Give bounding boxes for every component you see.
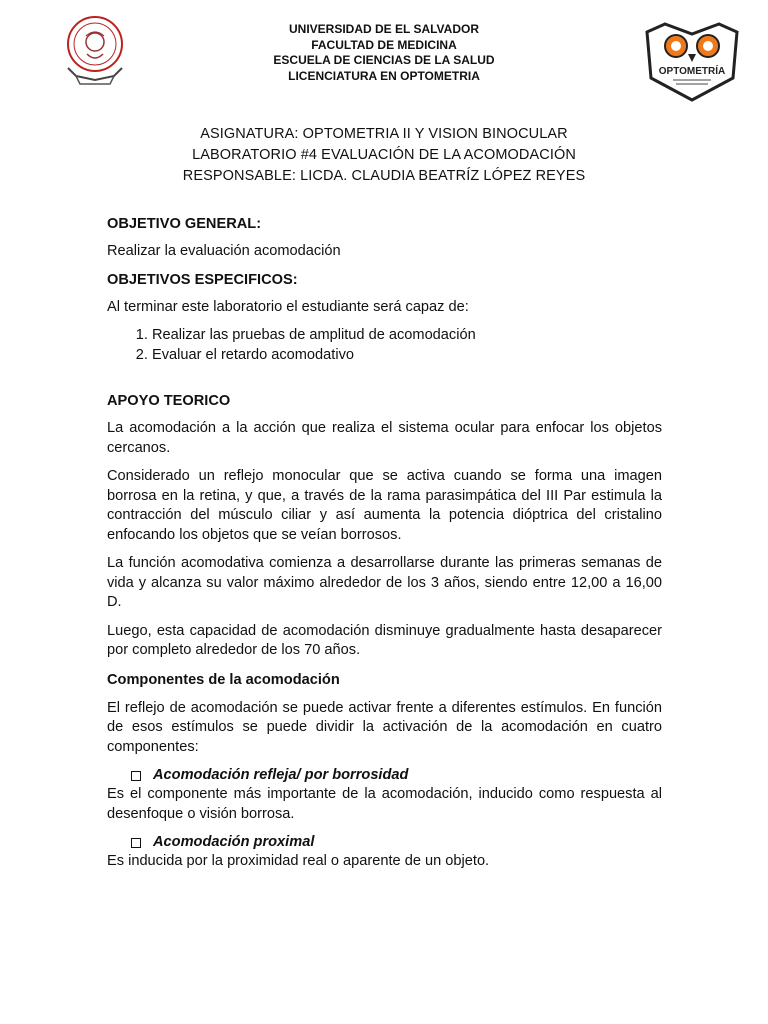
objetivo-general-heading: OBJETIVO GENERAL: [107,216,262,232]
institution-line: LICENCIATURA EN OPTOMETRIA [288,68,480,83]
objetivos-especificos-intro: Al terminar este laboratorio el estudiante será capaz de: [107,298,469,315]
university-seal-logo [62,14,128,88]
component-item-title [131,766,662,785]
course-subject: ASIGNATURA: OPTOMETRIA II Y VISION BINOCULAR [200,126,568,142]
apoyo-teorico-heading: APOYO TEORICO [107,393,231,409]
component-text: Es inducida por la proximidad real o aparente de un objeto. [107,853,490,869]
course-responsible: RESPONSABLE: LICDA. CLAUDIA BEATRÍZ LÓPEZ REYES [182,168,586,184]
objetivos-especificos-heading: OBJETIVOS ESPECIFICOS: [107,271,298,288]
checkbox-bullet-icon [131,771,141,781]
institution-line: UNIVERSIDAD DE EL SALVADOR [288,22,480,36]
course-info [120,124,648,187]
paragraph: Luego, esta capacidad de acomodación disminuye gradualmente hasta desaparecer por completo alrededor de los 70 años. [107,622,662,658]
componentes-heading: Componentes de la acomodación [107,671,340,688]
institution-header [200,22,568,84]
objetivo-general-text: Realizar la evaluación acomodación [107,243,341,259]
institution-line: FACULTAD DE MEDICINA [311,37,457,52]
right-logo-text: OPTOMETRÍA [658,66,726,77]
course-lab-title: LABORATORIO #4 EVALUACIÓN DE LA ACOMODACIÓN [192,147,576,163]
component-title: Acomodación proximal [153,834,315,850]
institution-line: ESCUELA DE CIENCIAS DE LA SALUD [273,53,495,67]
list-item: 2. Evaluar el retardo acomodativo [152,346,662,366]
component-title: Acomodación refleja/ por borrosidad [153,767,409,783]
objetivos-list [107,326,662,365]
paragraph: La función acomodativa comienza a desarrollarse durante las primeras semanas de vida y alcanza su valor máximo alrededor de los 3 años, siendo entre 12,00 a 16,00 D. [107,555,662,610]
paragraph: La acomodación a la acción que realiza el sistema ocular para enfocar los objetos cercanos. [107,420,662,456]
componentes-intro: El reflejo de acomodación se puede activar frente a diferentes estímulos. En función de esos estímulos se puede dividir la activación de la acomodación en cuatro componentes: [107,699,662,755]
optometry-owl-logo [643,20,741,102]
paragraph: Considerado un reflejo monocular que se activa cuando se forma una imagen borrosa en la retina, y que, a través de la rama parasimpática del III Par estimula la contracción del músculo ciliar y así aumenta la potencia dióptrica del cristalino enfocando los objetos que se veían borrosos. [107,468,662,543]
checkbox-bullet-icon [131,838,141,848]
document-body [107,214,662,872]
component-text: Es el componente más importante de la acomodación, inducido como respuesta al desenfoque o visión borrosa. [107,786,662,822]
component-item-title [131,833,662,852]
list-item: 1. Realizar las pruebas de amplitud de acomodación [152,326,662,346]
